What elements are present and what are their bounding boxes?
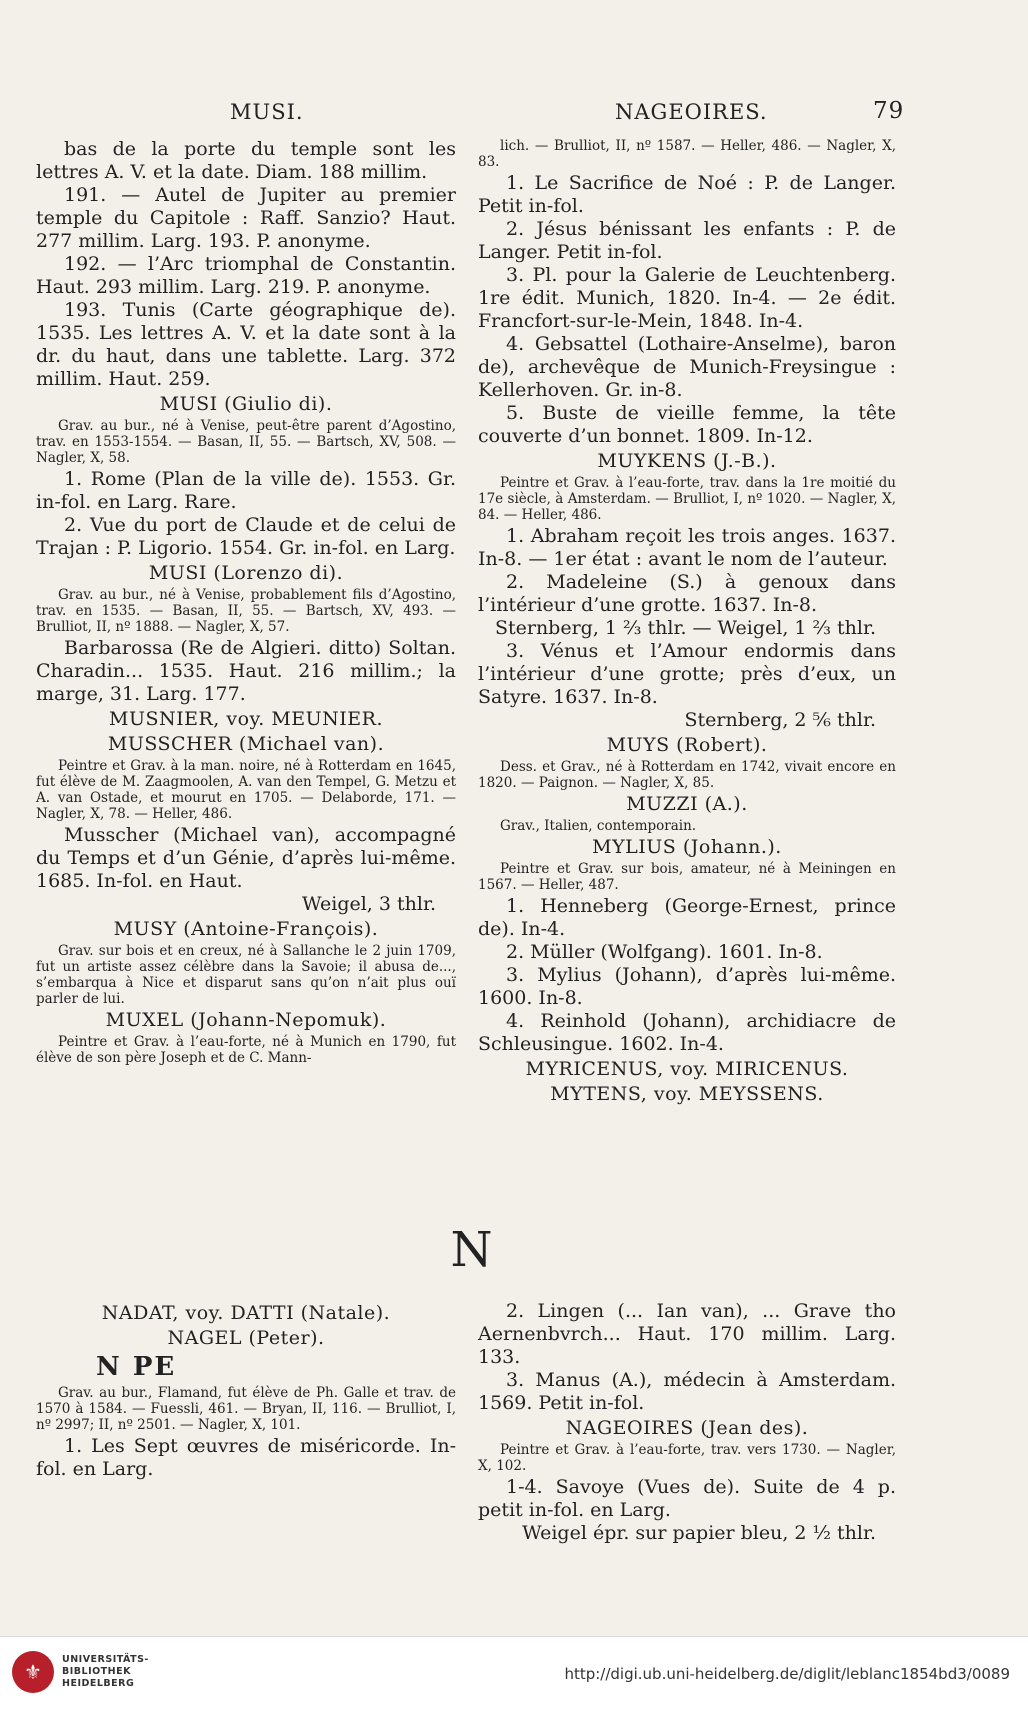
- entry-paragraph: 3. Pl. pour la Galerie de Leuchtenberg. 1re édit. Munich, 1820. In-4. — 2e édit. Francfort-sur-le-Mein, 1848. In-4.: [478, 264, 896, 332]
- entry-paragraph: 1. Les Sept œuvres de miséricorde. In-fol. en Larg.: [36, 1435, 456, 1480]
- entry-heading: MUSNIER, voy. MEUNIER.: [108, 708, 383, 730]
- entry-paragraph: 3. Mylius (Johann), d’après lui-même. 1600. In-8.: [478, 964, 896, 1009]
- entry-paragraph: 4. Gebsattel (Lothaire-Anselme), baron de), archevêque de Munich-Freysingue : Kellerhoven. Gr. in-8.: [478, 333, 896, 401]
- entry-paragraph: 2. Vue du port de Claude et de celui de Trajan : P. Ligorio. 1554. Gr. in-fol. en Larg.: [36, 514, 456, 559]
- entry-paragraph: 2. Jésus bénissant les enfants : P. de Langer. Petit in-fol.: [478, 218, 896, 263]
- entry-paragraph: 2. Lingen (... Ian van), ... Grave tho Aernenbvrch... Haut. 170 millim. Larg. 133.: [478, 1300, 896, 1368]
- seal-icon: ⚜: [12, 1651, 54, 1693]
- entry-paragraph: 3. Vénus et l’Amour endormis dans l’intérieur d’une grotte; près d’eux, un Satyre. 1637. In-8.: [478, 640, 896, 708]
- entry-note: Peintre et Grav. à l’eau-forte, trav. vers 1730. — Nagler, X, 102.: [478, 1442, 896, 1474]
- entry-paragraph: 1. Le Sacrifice de Noé : P. de Langer. Petit in-fol.: [478, 172, 896, 217]
- entry-paragraph: 1. Rome (Plan de la ville de). 1553. Gr. in-fol. en Larg. Rare.: [36, 468, 456, 513]
- entry-heading: NAGEOIRES (Jean des).: [565, 1417, 809, 1439]
- entry-note: Peintre et Grav. à l’eau-forte, né à Munich en 1790, fut élève de son père Joseph et de C. Mann-: [36, 1034, 456, 1066]
- entry-note: Grav. au bur., Flamand, fut élève de Ph. Galle et trav. de 1570 à 1584. — Fuessli, 461. — Bryan, II, 116. — Brulliot, I, nº 2997; II, nº 2501. — Nagler, X, 101.: [36, 1385, 456, 1433]
- entry-heading: MUSSCHER (Michael van).: [107, 733, 385, 755]
- entry-note: Grav., Italien, contemporain.: [500, 818, 697, 834]
- entry-paragraph: Musscher (Michael van), accompagné du Temps et d’un Génie, d’après lui-même. 1685. In-fol. en Haut.: [36, 824, 456, 892]
- entry-heading: MUSI (Giulio di).: [159, 393, 333, 415]
- footer-bar: [0, 1636, 1028, 1711]
- entry-paragraph: bas de la porte du temple sont les lettres A. V. et la date. Diam. 188 millim.: [36, 138, 456, 183]
- library-name: UNIVERSITÄTS- BIBLIOTHEK HEIDELBERG: [62, 1654, 149, 1689]
- entry-paragraph: 1. Henneberg (George-Ernest, prince de). In-4.: [478, 895, 896, 940]
- price-line: Sternberg, 1 ⅔ thlr. — Weigel, 1 ⅔ thlr.: [494, 617, 876, 639]
- page-number: 79: [873, 98, 905, 124]
- entry-paragraph: 2. Madeleine (S.) à genoux dans l’intérieur d’une grotte. 1637. In-8.: [478, 571, 896, 616]
- entry-paragraph: 1-4. Savoye (Vues de). Suite de 4 p. petit in-fol. en Larg.: [478, 1476, 896, 1521]
- column-left-top: [36, 138, 456, 1068]
- section-letter: N: [450, 1222, 493, 1278]
- monogram: N PE: [96, 1352, 177, 1382]
- entry-note: Peintre et Grav. sur bois, amateur, né à Meiningen en 1567. — Heller, 487.: [478, 861, 896, 893]
- running-head: [40, 98, 905, 130]
- entry-heading: MUYKENS (J.-B.).: [597, 450, 777, 472]
- entry-heading: NADAT, voy. DATTI (Natale).: [101, 1302, 391, 1324]
- entry-heading: NAGEL (Peter).: [167, 1327, 325, 1349]
- entry-paragraph: 2. Müller (Wolfgang). 1601. In-8.: [506, 941, 823, 963]
- entry-heading: MUZZI (A.).: [626, 793, 748, 815]
- entry-note: Grav. au bur., né à Venise, probablement fils d’Agostino, trav. en 1535. — Basan, II, 55. — Bartsch, XV, 493. — Brulliot, II, nº 1888. — Nagler, X, 57.: [36, 587, 456, 635]
- entry-note: Peintre et Grav. à la man. noire, né à Rotterdam en 1645, fut élève de M. Zaagmoolen, A. van den Tempel, G. Metzu et A. van Ostade, et mourut en 1705. — Delaborde, 171. — Nagler, X, 78. — Heller, 486.: [36, 758, 456, 822]
- entry-paragraph: 4. Reinhold (Johann), archidiacre de Schleusingue. 1602. In-4.: [478, 1010, 896, 1055]
- entry-paragraph: 1. Abraham reçoit les trois anges. 1637. In-8. — 1er état : avant le nom de l’auteur.: [478, 525, 896, 570]
- entry-heading: MUXEL (Johann-Nepomuk).: [105, 1009, 387, 1031]
- library-logo[interactable]: [12, 1651, 152, 1699]
- entry-note: Peintre et Grav. à l’eau-forte, trav. dans la 1re moitié du 17e siècle, à Amsterdam. — Brulliot, I, nº 1020. — Nagler, X, 84. — Heller, 486.: [478, 475, 896, 523]
- header-center: NAGEOIRES.: [615, 100, 768, 124]
- entry-note: lich. — Brulliot, II, nº 1587. — Heller, 486. — Nagler, X, 83.: [478, 138, 896, 170]
- entry-note: Grav. sur bois et en creux, né à Sallanche le 2 juin 1709, fut un artiste assez célèbre dans la Savoie; il abusa de..., s’embarqua à Nice et disparut sans qu’on n’ait plus ouï parler de lui.: [36, 943, 456, 1007]
- entry-paragraph: 5. Buste de vieille femme, la tête couverte d’un bonnet. 1809. In-12.: [478, 402, 896, 447]
- entry-paragraph: 192. — l’Arc triomphal de Constantin. Haut. 293 millim. Larg. 219. P. anonyme.: [36, 253, 456, 298]
- entry-paragraph: 191. — Autel de Jupiter au premier temple du Capitole : Raff. Sanzio? Haut. 277 millim. Larg. 193. P. anonyme.: [36, 184, 456, 252]
- price-line: Weigel épr. sur papier bleu, 2 ½ thlr.: [522, 1522, 876, 1544]
- entry-heading: MUSI (Lorenzo di).: [148, 562, 344, 584]
- entry-note: Grav. au bur., né à Venise, peut-être parent d’Agostino, trav. en 1553-1554. — Basan, II, 55. — Bartsch, XV, 508. — Nagler, X, 58.: [36, 418, 456, 466]
- price-line: Sternberg, 2 ⅚ thlr.: [684, 709, 876, 731]
- column-right-top: [478, 138, 896, 1108]
- column-right-bottom: [478, 1300, 896, 1545]
- permalink-url[interactable]: http://digi.ub.uni-heidelberg.de/diglit/leblanc1854bd3/0089: [564, 1665, 1010, 1683]
- entry-paragraph: 193. Tunis (Carte géographique de). 1535. Les lettres A. V. et la date sont à la dr. du haut, dans une tablette. Larg. 372 millim. Haut. 259.: [36, 299, 456, 390]
- entry-heading: MUSY (Antoine-François).: [113, 918, 379, 940]
- header-left: MUSI.: [230, 100, 304, 124]
- entry-heading: MYLIUS (Johann.).: [592, 836, 782, 858]
- price-line: Weigel, 3 thlr.: [302, 893, 436, 915]
- column-left-bottom: [36, 1300, 456, 1481]
- entry-heading: MYRICENUS, voy. MIRICENUS.: [525, 1058, 849, 1080]
- entry-note: Dess. et Grav., né à Rotterdam en 1742, vivait encore en 1820. — Paignon. — Nagler, X, 85.: [478, 759, 896, 791]
- entry-heading: MYTENS, voy. MEYSSENS.: [550, 1083, 824, 1105]
- entry-paragraph: Barbarossa (Re de Algieri. ditto) Soltan. Charadin... 1535. Haut. 216 millim.; la marge, 31. Larg. 177.: [36, 637, 456, 705]
- entry-heading: MUYS (Robert).: [606, 734, 768, 756]
- entry-paragraph: 3. Manus (A.), médecin à Amsterdam. 1569. Petit in-fol.: [478, 1369, 896, 1414]
